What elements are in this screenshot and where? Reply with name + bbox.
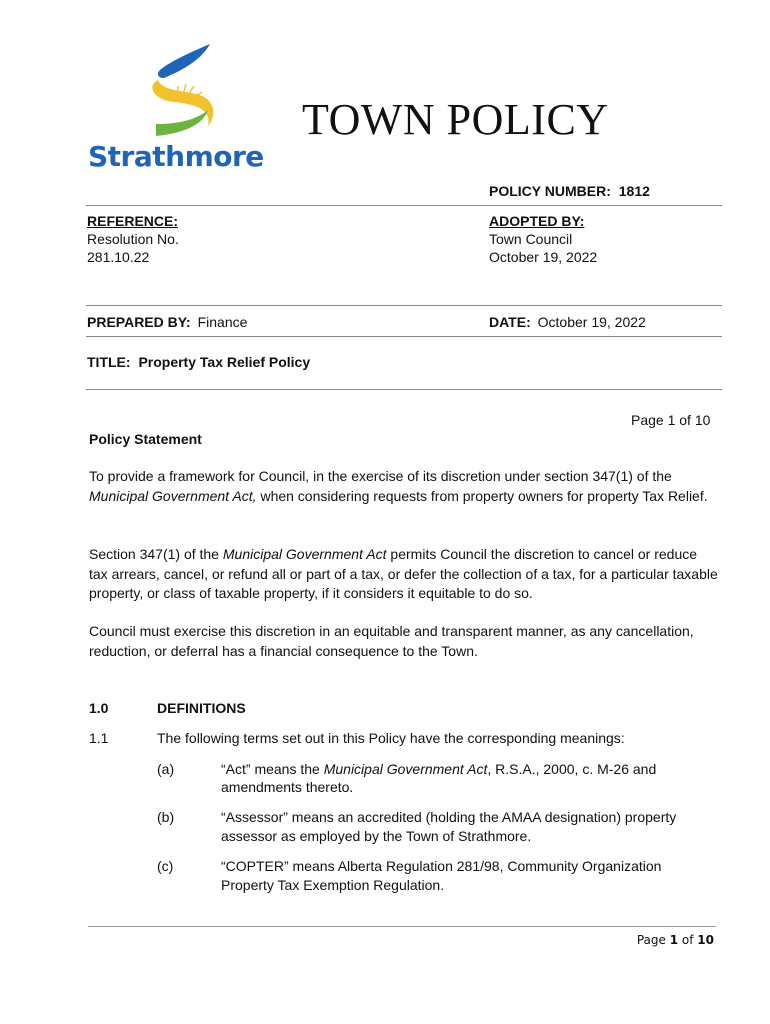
title-value: Property Tax Relief Policy bbox=[138, 354, 311, 370]
paragraph-1-text-end: when considering requests from property owners for property Tax Relief. bbox=[256, 487, 708, 504]
definition-text: “Act” means the bbox=[221, 761, 324, 777]
strathmore-logo-icon bbox=[86, 40, 286, 140]
definition-line2: assessor as employed by the Town of Strathmore. bbox=[221, 828, 532, 844]
policy-number-value: 1812 bbox=[618, 183, 650, 199]
act-name-italic: Municipal Government Act, bbox=[89, 487, 257, 504]
definition-line1 bbox=[221, 760, 656, 779]
definition-line2: Property Tax Exemption Regulation. bbox=[221, 877, 445, 893]
title-label: TITLE: bbox=[87, 354, 131, 370]
strathmore-logo bbox=[86, 40, 286, 180]
date bbox=[489, 313, 646, 332]
paragraph-2-text-end: permits Council the discretion to cancel or reduce tax arrears, cancel, or refund all or part of a tax, or defer the collection of a tax, for a particular taxable property, or class of taxable property, if it considers it equitable to do so. bbox=[89, 546, 718, 601]
paragraph-1 bbox=[89, 467, 719, 506]
definitions-number: 1.0 bbox=[89, 700, 109, 716]
adopted-line2: October 19, 2022 bbox=[489, 249, 598, 265]
divider bbox=[86, 336, 722, 337]
footer-page-number bbox=[637, 933, 714, 947]
definitions-heading: DEFINITIONS bbox=[157, 700, 246, 716]
definition-text-end: , R.S.A., 2000, c. M-26 and bbox=[487, 761, 657, 777]
paragraph-1-text: To provide a framework for Council, in the exercise of its discretion under section 347(1) of the bbox=[89, 468, 672, 484]
footer-of-word: of bbox=[681, 933, 694, 947]
item-text: The following terms set out in this Policy have the corresponding meanings: bbox=[157, 730, 625, 746]
prepared-value: Finance bbox=[197, 314, 248, 330]
divider bbox=[86, 389, 722, 390]
reference-line1: Resolution No. bbox=[87, 231, 179, 247]
footer-page-total: 10 bbox=[697, 933, 714, 947]
footer-page-word: Page bbox=[636, 933, 666, 947]
divider bbox=[86, 305, 722, 306]
page-indicator: Page 1 of 10 bbox=[631, 412, 711, 428]
definition-line2: amendments thereto. bbox=[221, 779, 354, 795]
prepared-label: PREPARED BY: bbox=[87, 314, 191, 330]
prepared-by bbox=[87, 313, 247, 332]
item-number: 1.1 bbox=[89, 730, 109, 746]
footer-divider bbox=[88, 926, 716, 927]
document-type-title: TOWN POLICY bbox=[302, 95, 609, 144]
paragraph-3: Council must exercise this discretion in an equitable and transparent manner, as any cancellation, reduction, or deferral has a financial consequence to the Town. bbox=[89, 623, 694, 659]
definition-label: (a) bbox=[157, 761, 175, 777]
definition-label: (c) bbox=[157, 858, 174, 874]
reference-line2: 281.10.22 bbox=[87, 249, 150, 265]
adopted-label: ADOPTED BY: bbox=[489, 213, 585, 229]
policy-title bbox=[87, 353, 310, 372]
reference-label: REFERENCE: bbox=[87, 213, 179, 229]
adopted-line1: Town Council bbox=[489, 231, 573, 247]
act-name-italic: Municipal Government Act bbox=[323, 761, 488, 777]
definition-line1: “Assessor” means an accredited (holding the AMAA designation) property bbox=[221, 809, 677, 825]
definition-label: (b) bbox=[157, 809, 175, 825]
section-heading: Policy Statement bbox=[89, 431, 202, 447]
paragraph-2 bbox=[89, 545, 719, 604]
logo-wordmark: Strathmore bbox=[88, 140, 264, 173]
policy-number bbox=[489, 182, 650, 201]
footer-page-current: 1 bbox=[669, 933, 679, 947]
date-value: October 19, 2022 bbox=[537, 314, 646, 330]
divider bbox=[86, 205, 722, 206]
act-name-italic: Municipal Government Act bbox=[222, 546, 387, 562]
paragraph-2-text: Section 347(1) of the bbox=[89, 546, 223, 562]
date-label: DATE: bbox=[489, 314, 531, 330]
policy-number-label: POLICY NUMBER: bbox=[489, 183, 611, 199]
definition-line1: “COPTER” means Alberta Regulation 281/98, Community Organization bbox=[221, 858, 662, 874]
